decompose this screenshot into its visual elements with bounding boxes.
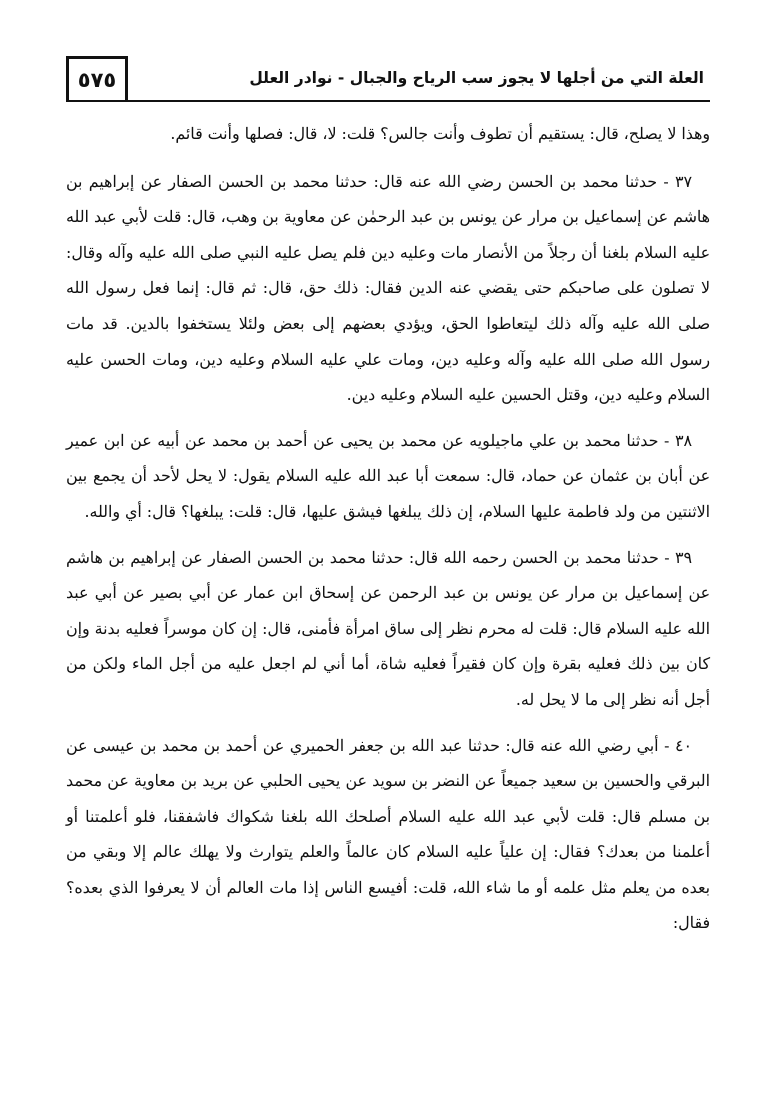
header-divider — [66, 100, 710, 102]
page-header — [66, 56, 710, 106]
paragraph-hadith-38: ٣٨ - حدثنا محمد بن علي ماجيلويه عن محمد بن يحيى عن أحمد بن محمد عن أبيه عن ابن عمير عن أبان بن عثمان عن حماد، قال: سمعت أبا عبد الله عليه السلام يقول: لا يحل لأحد أن يجمع بين الاثنتين من ولد فاطمة عليها السلام، إن ذلك يبلغها فيشق عليها، قال: قلت: يبلغها؟ قال: أي والله. — [66, 430, 711, 521]
paragraph-continuation: وهذا لا يصلح، قال: يستقيم أن تطوف وأنت جالس؟ قلت: لا، قال: فصلها وأنت قائم. — [170, 124, 710, 143]
running-title: العلة التي من أجلها لا يجوز سب الرياح والجبال - نوادر العلل — [249, 69, 704, 87]
paragraph-hadith-39: ٣٩ - حدثنا محمد بن الحسن رحمه الله قال: حدثنا محمد بن الحسن الصفار عن إبراهيم بن هاشم عن إسماعيل بن مرار عن يونس بن عبد الرحمن عن إسحاق ابن عمار عن أبي بصير عن أبي عبد الله عليه السلام قال: قلت له محرم نظر إلى ساق امرأة فأمنى، قال: إن كان موسراً فعليه بدنة وإن كان بين ذلك فعليه بقرة وإن كان فقيراً فعليه شاة، أما أني لم اجعل عليه من أجل الماء ولكن من أجل أنه نظر إلى ما لا يحل له. — [66, 547, 710, 709]
paragraph-hadith-40: ٤٠ - أبي رضي الله عنه قال: حدثنا عبد الله بن جعفر الحميري عن أحمد بن محمد بن عيسى عن البرقي والحسين بن سعيد جميعاً عن النضر بن سويد عن يحيى الحلبي عن بريد بن معاوية عن محمد بن مسلم قال: قلت لأبي عبد الله عليه السلام أصلحك الله بلغنا شكواك فاشفقنا، فلو أعلمتنا أو أعلمنا من بعدك؟ فقال: إن علياً عليه السلام كان عالماً والعلم يتوارث ولا يهلك عالم إلا وبقي من بعده من يعلم مثل علمه أو ما شاء الله، قلت: أفيسع الناس إذا مات العالم أن لا يعرفوا الذي بعده؟ فقال: — [66, 735, 710, 933]
page-number: ٥٧٥ — [66, 56, 128, 100]
page-body — [66, 116, 710, 1106]
paragraph-hadith-37: ٣٧ - حدثنا محمد بن الحسن رضي الله عنه قال: حدثنا محمد بن الحسن الصفار عن إبراهيم بن هاشم عن إسماعيل بن مرار عن يونس بن عبد الرحمٰن عن معاوية بن وهب، قال: قلت لأبي عبد الله عليه السلام بلغنا أن رجلاً من الأنصار مات وعليه دين فلم يصل عليه النبي صلى الله عليه وآله وقال: لا تصلون على صاحبكم حتى يقضي عنه الدين فقال: ذلك حق، قال: ثم قال: إنما فعل رسول الله صلى الله عليه وآله ذلك ليتعاطوا الحق، ويؤدي بعضهم إلى بعض ولئلا يستخفوا بالدين. قد مات رسول الله صلى الله عليه وآله وعليه دين، ومات علي عليه السلام وعليه دين، ومات الحسن عليه السلام وعليه دين، وقتل الحسين عليه السلام وعليه دين. — [66, 171, 710, 405]
